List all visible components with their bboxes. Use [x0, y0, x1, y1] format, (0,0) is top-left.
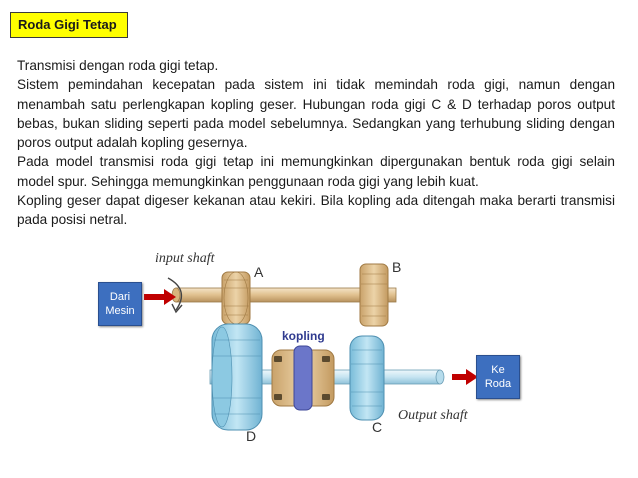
- paragraph-1: Transmisi dengan roda gigi tetap.: [17, 58, 219, 73]
- kopling-label: kopling: [282, 329, 325, 343]
- gear-b: [360, 264, 388, 326]
- gear-c-label: C: [372, 419, 383, 435]
- gear-a-label: A: [254, 264, 264, 280]
- paragraph-2: Sistem pemindahan kecepatan pada sistem ini tidak memindah roda gigi, namun dengan menambah satu perlengkapan kopling geser. Hubungan roda gigi C & D terhadap poros output bebas, bukan sliding seperti pada model sebelumnya. Sedangkan yang terhubung sliding dengan poros output adalah kopling gesernya.: [17, 77, 615, 151]
- gear-c: [350, 336, 384, 420]
- input-arrow: [144, 289, 176, 305]
- output-shaft-label: Output shaft: [398, 408, 468, 423]
- dari-mesin-label: Dari Mesin: [98, 282, 142, 326]
- gear-d-label: D: [246, 428, 257, 444]
- gear-d: [212, 324, 262, 430]
- gear-b-label: B: [392, 259, 402, 275]
- input-shaft-label: input shaft: [155, 251, 215, 266]
- kopling-coupling: [272, 346, 334, 410]
- ke-roda-label: Ke Roda: [476, 355, 520, 399]
- paragraph-4: Kopling geser dapat digeser kekanan atau kekiri. Bila kopling ada ditengah maka berarti transmisi pada posisi netral.: [17, 193, 615, 228]
- slide-title: Roda Gigi Tetap: [10, 12, 128, 38]
- gear-a: [222, 272, 250, 324]
- paragraph-3: Pada model transmisi roda gigi tetap ini memungkinkan dipergunakan bentuk roda gigi selain model spur. Sehingga memungkinkan penggunaan roda gigi yang lebih kuat.: [17, 154, 615, 189]
- output-arrow: [452, 369, 478, 385]
